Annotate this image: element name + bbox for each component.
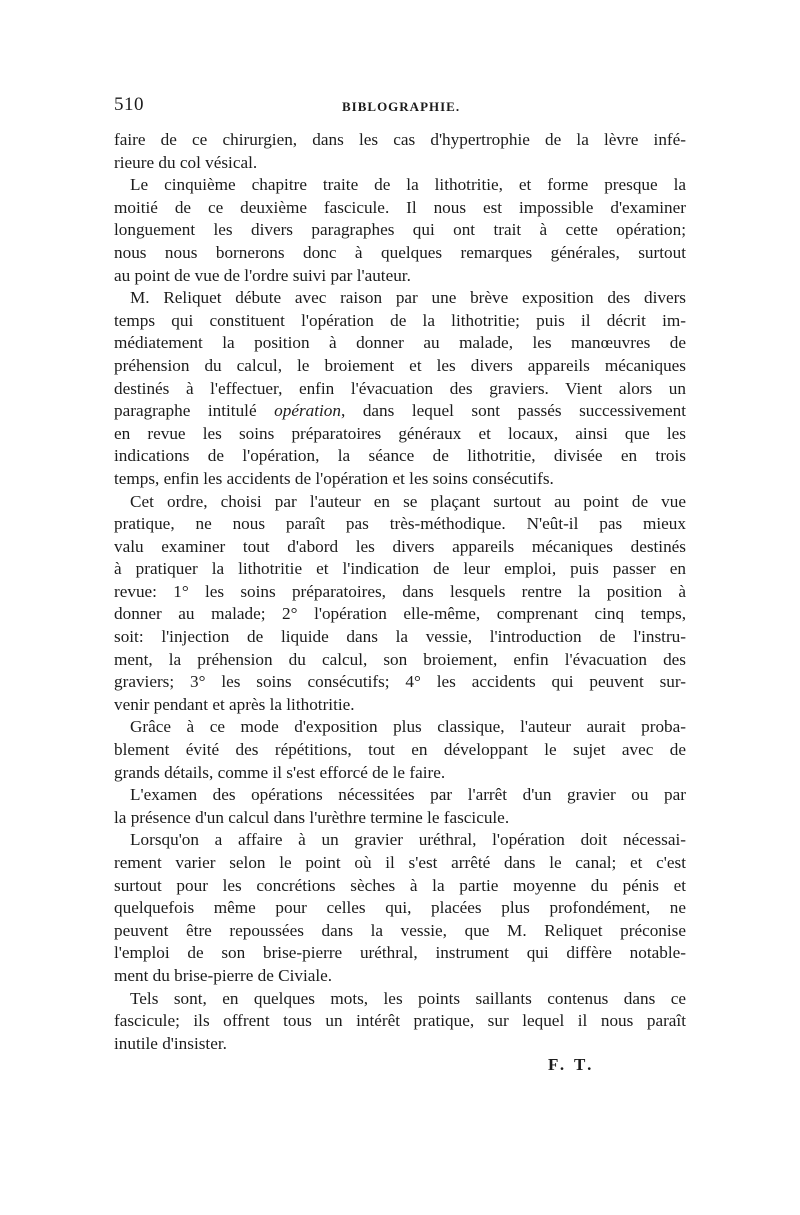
text-line: soit: l'injection de liquide dans la vessie, l'introduction de l'instru- — [114, 627, 686, 647]
text-line: médiatement la position à donner au malade, les manœuvres de — [114, 333, 686, 353]
text-line: moitié de ce deuxième fascicule. Il nous est impossible d'examiner — [114, 197, 686, 217]
text-line: quelquefois même pour celles qui, placées plus profondément, ne — [114, 898, 686, 918]
text-line: rieure du col vésical. — [114, 152, 258, 172]
text-line: grands détails, comme il s'est efforcé de le faire. — [114, 762, 446, 782]
text-line: Le cinquième chapitre traite de la lithotritie, et forme presque la — [130, 175, 686, 195]
text-line: indications de l'opération, la séance de lithotritie, divisée en trois — [114, 446, 686, 466]
text-line — [114, 400, 686, 423]
text-line: Lorsqu'on a affaire à un gravier uréthral, l'opération doit nécessai- — [130, 830, 686, 850]
text-line: peuvent être repoussées dans la vessie, que M. Reliquet préconise — [114, 920, 686, 940]
text-line: donner au malade; 2° l'opération elle-même, comprenant cinq temps, — [114, 604, 686, 624]
text-line: faire de ce chirurgien, dans les cas d'hypertrophie de la lèvre infé- — [114, 130, 686, 149]
text-line: valu examiner tout d'abord les divers appareils mécaniques destinés — [114, 536, 686, 556]
text-line: destinés à l'effectuer, enfin l'évacuation des graviers. Vient alors un — [114, 378, 686, 398]
text-line: Grâce à ce mode d'exposition plus classique, l'auteur aurait proba- — [130, 717, 686, 737]
text-line: préhension du calcul, le broiement et les divers appareils mécaniques — [114, 355, 686, 375]
text-line: Tels sont, en quelques mots, les points saillants contenus dans ce — [130, 988, 686, 1008]
text-line: fascicule; ils offrent tous un intérêt pratique, sur lequel il nous paraît — [114, 1011, 686, 1031]
italic-word: opération — [274, 401, 341, 421]
text-line: M. Reliquet débute avec raison par une brève exposition des divers — [130, 288, 686, 308]
text-line: ment du brise-pierre de Civiale. — [114, 965, 333, 985]
text-line: longuement les divers paragraphes qui ont trait à cette opération; — [114, 220, 686, 240]
text-line: pratique, ne nous paraît pas très-méthodique. N'eût-il pas mieux — [114, 514, 686, 534]
text-line: en revue les soins préparatoires généraux et locaux, ainsi que les — [114, 423, 686, 443]
text-line: au point de vue de l'ordre suivi par l'auteur. — [114, 265, 411, 285]
signature: F. T. — [548, 1055, 595, 1074]
text-line: nous nous bornerons donc à quelques remarques générales, surtout — [114, 242, 686, 262]
text-line: graviers; 3° les soins consécutifs; 4° les accidents qui peuvent sur- — [114, 672, 686, 692]
text-line: inutile d'insister. — [114, 1033, 227, 1053]
page-header — [114, 94, 686, 120]
text-line: revue: 1° les soins préparatoires, dans lesquels rentre la position à — [114, 581, 686, 601]
text-segment: paragraphe intitulé — [114, 401, 275, 421]
text-line: venir pendant et après la lithotritie. — [114, 694, 355, 714]
text-line: l'emploi de son brise-pierre uréthral, instrument qui diffère notable- — [114, 943, 686, 963]
text-line: temps, enfin les accidents de l'opération et les soins consécutifs. — [114, 468, 554, 488]
body-text — [114, 129, 686, 1055]
text-line: L'examen des opérations nécessitées par l'arrêt d'un gravier ou par — [130, 785, 686, 805]
text-line: Cet ordre, choisi par l'auteur en se plaçant surtout au point de vue — [130, 491, 686, 511]
text-segment: , dans lequel sont passés successivement — [340, 401, 687, 421]
text-line: blement évité des répétitions, tout en développant le sujet avec de — [114, 740, 686, 760]
page-number: 510 — [114, 94, 144, 115]
text-line: ment, la préhension du calcul, son broiement, enfin l'évacuation des — [114, 649, 686, 669]
text-line: la présence d'un calcul dans l'urèthre termine le fascicule. — [114, 807, 510, 827]
text-line: rement varier selon le point où il s'est arrêté dans le canal; et c'est — [114, 853, 686, 872]
text-line: surtout pour les concrétions sèches à la partie moyenne du pénis et — [114, 875, 686, 895]
text-line: à pratiquer la lithotritie et l'indication de leur emploi, puis passer en — [114, 559, 686, 579]
running-head: BIBLOGRAPHIE. — [342, 99, 461, 114]
text-line: temps qui constituent l'opération de la lithotritie; puis il décrit im- — [114, 310, 686, 330]
